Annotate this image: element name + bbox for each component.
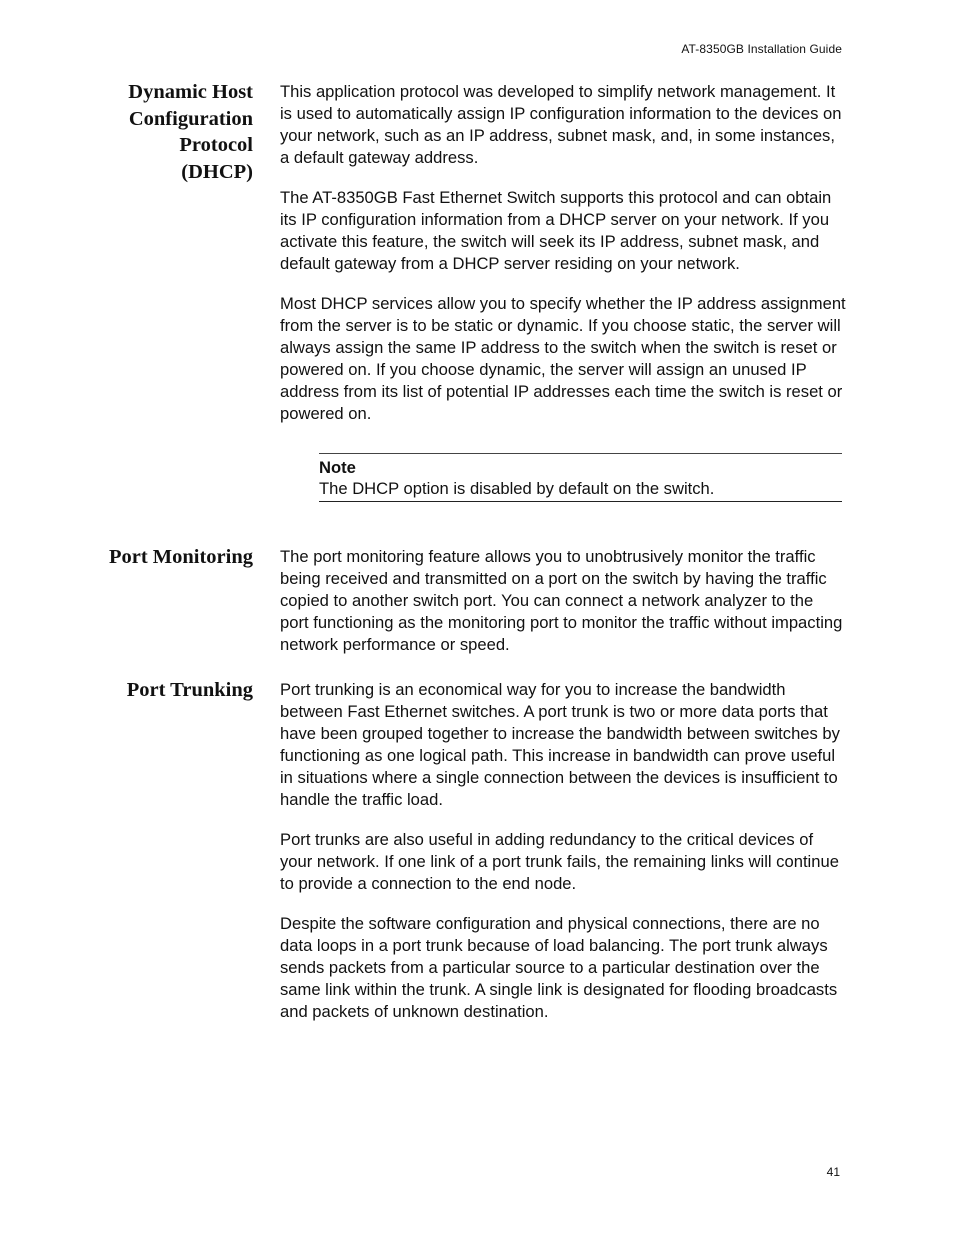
paragraph: This application protocol was developed to simplify network management. It is used to automatically assign IP configuration information to the devices on your network, such as an IP address, subnet mask, and, in some instances, a default gateway address. (280, 82, 842, 167)
note-title: Note (319, 458, 356, 477)
paragraph: Most DHCP services allow you to specify whether the IP address assignment from the server is to be static or dynamic. If you choose static, the server will always assign the same IP address to the switch when the switch is reset or powered on. If you choose dynamic, the server will assign an unused IP address from its list of potential IP addresses each time the switch is reset or powered on. (280, 294, 846, 423)
section-heading-port-trunking: Port Trunking (126, 679, 253, 701)
section-heading-dhcp: Dynamic Host Configuration Protocol (DHCP) (128, 81, 253, 183)
paragraph: The port monitoring feature allows you to unobtrusively monitor the traffic being received and transmitted on a port on the switch by having the traffic copied to another switch port. You can connect a network analyzer to the port functioning as the monitoring port to monitor the traffic without impacting network performance or speed. (280, 547, 843, 654)
section-body-port-monitoring (280, 546, 846, 674)
paragraph: The AT-8350GB Fast Ethernet Switch supports this protocol and can obtain its IP configuration information from a DHCP server on your network. If you activate this feature, the switch will seek its IP address, subnet mask, and default gateway from a DHCP server residing on your network. (280, 188, 832, 273)
running-header: AT-8350GB Installation Guide (681, 42, 842, 56)
section-body-port-trunking (280, 679, 846, 1041)
paragraph: Despite the software configuration and physical connections, there are no data loops in a port trunk because of load balancing. The port trunk always sends packets from a particular source to a particular destination over the same link within the trunk. A single link is designated for flooding broadcasts and packets of unknown destination. (280, 914, 838, 1021)
paragraph: Port trunks are also useful in adding redundancy to the critical devices of your network. If one link of a port trunk fails, the remaining links will continue to provide a connection to the end node. (280, 830, 839, 893)
section-heading-port-monitoring: Port Monitoring (108, 546, 253, 568)
section-body-dhcp (280, 81, 846, 502)
note-box (319, 453, 842, 502)
paragraph: Port trunking is an economical way for you to increase the bandwidth between Fast Ethernet switches. A port trunk is two or more data ports that have been grouped together to increase the bandwidth between switches by functioning as one logical path. This increase in bandwidth can prove useful in situations where a single connection between the devices is insufficient to handle the traffic load. (280, 680, 840, 809)
note-text: The DHCP option is disabled by default on the switch. (319, 479, 715, 498)
page-number: 41 (826, 1165, 840, 1179)
